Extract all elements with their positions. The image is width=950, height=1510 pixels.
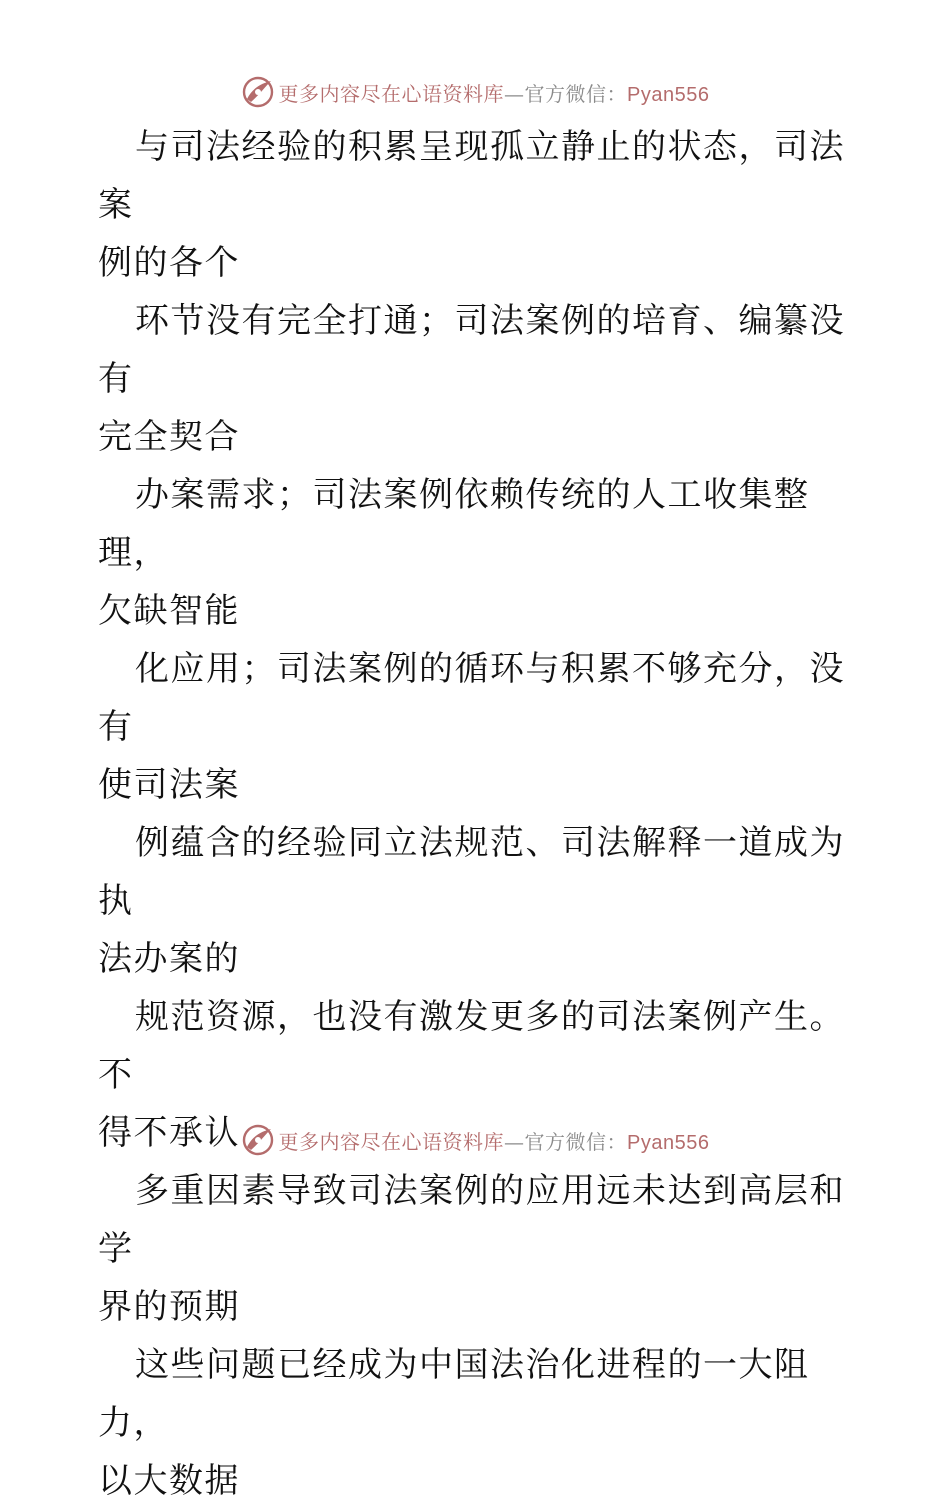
pen-nib-logo-icon (241, 1123, 275, 1157)
watermark-text (279, 78, 710, 107)
paragraph: 办案需求；司法案例依赖传统的人工收集整理， 欠缺智能 (98, 475, 810, 631)
paragraph: 多重因素导致司法案例的应用远未达到高层和学 界的预期 (98, 1171, 845, 1327)
paragraph: 例蕴含的经验同立法规范、司法解释一道成为执 法办案的 (98, 823, 845, 979)
watermark-main-text: 更多内容尽在心语资料库 (278, 1129, 505, 1154)
pen-nib-logo-icon (241, 75, 275, 109)
watermark-text (279, 1126, 710, 1155)
watermark-wechat-id: Pyan556 (627, 1131, 710, 1154)
paragraph: 化应用；司法案例的循环与积累不够充分，没有 使司法案 (98, 649, 845, 805)
paragraph: 环节没有完全打通；司法案例的培育、编纂没有 完全契合 (98, 301, 845, 457)
watermark-dash-text: —官方微信： (504, 1129, 628, 1154)
footer-watermark (0, 1120, 950, 1160)
header-watermark (0, 72, 950, 112)
watermark-dash-text: —官方微信： (504, 81, 628, 106)
watermark-main-text: 更多内容尽在心语资料库 (278, 81, 505, 106)
paragraph: 规范资源，也没有激发更多的司法案例产生。不 得不承认 (98, 997, 845, 1153)
document-body (98, 118, 858, 1510)
paragraph: 与司法经验的积累呈现孤立静止的状态，司法案 例的各个 (98, 127, 845, 283)
watermark-wechat-id: Pyan556 (627, 83, 710, 106)
paragraph: 这些问题已经成为中国法治化进程的一大阻力， 以大数据 (98, 1345, 810, 1501)
